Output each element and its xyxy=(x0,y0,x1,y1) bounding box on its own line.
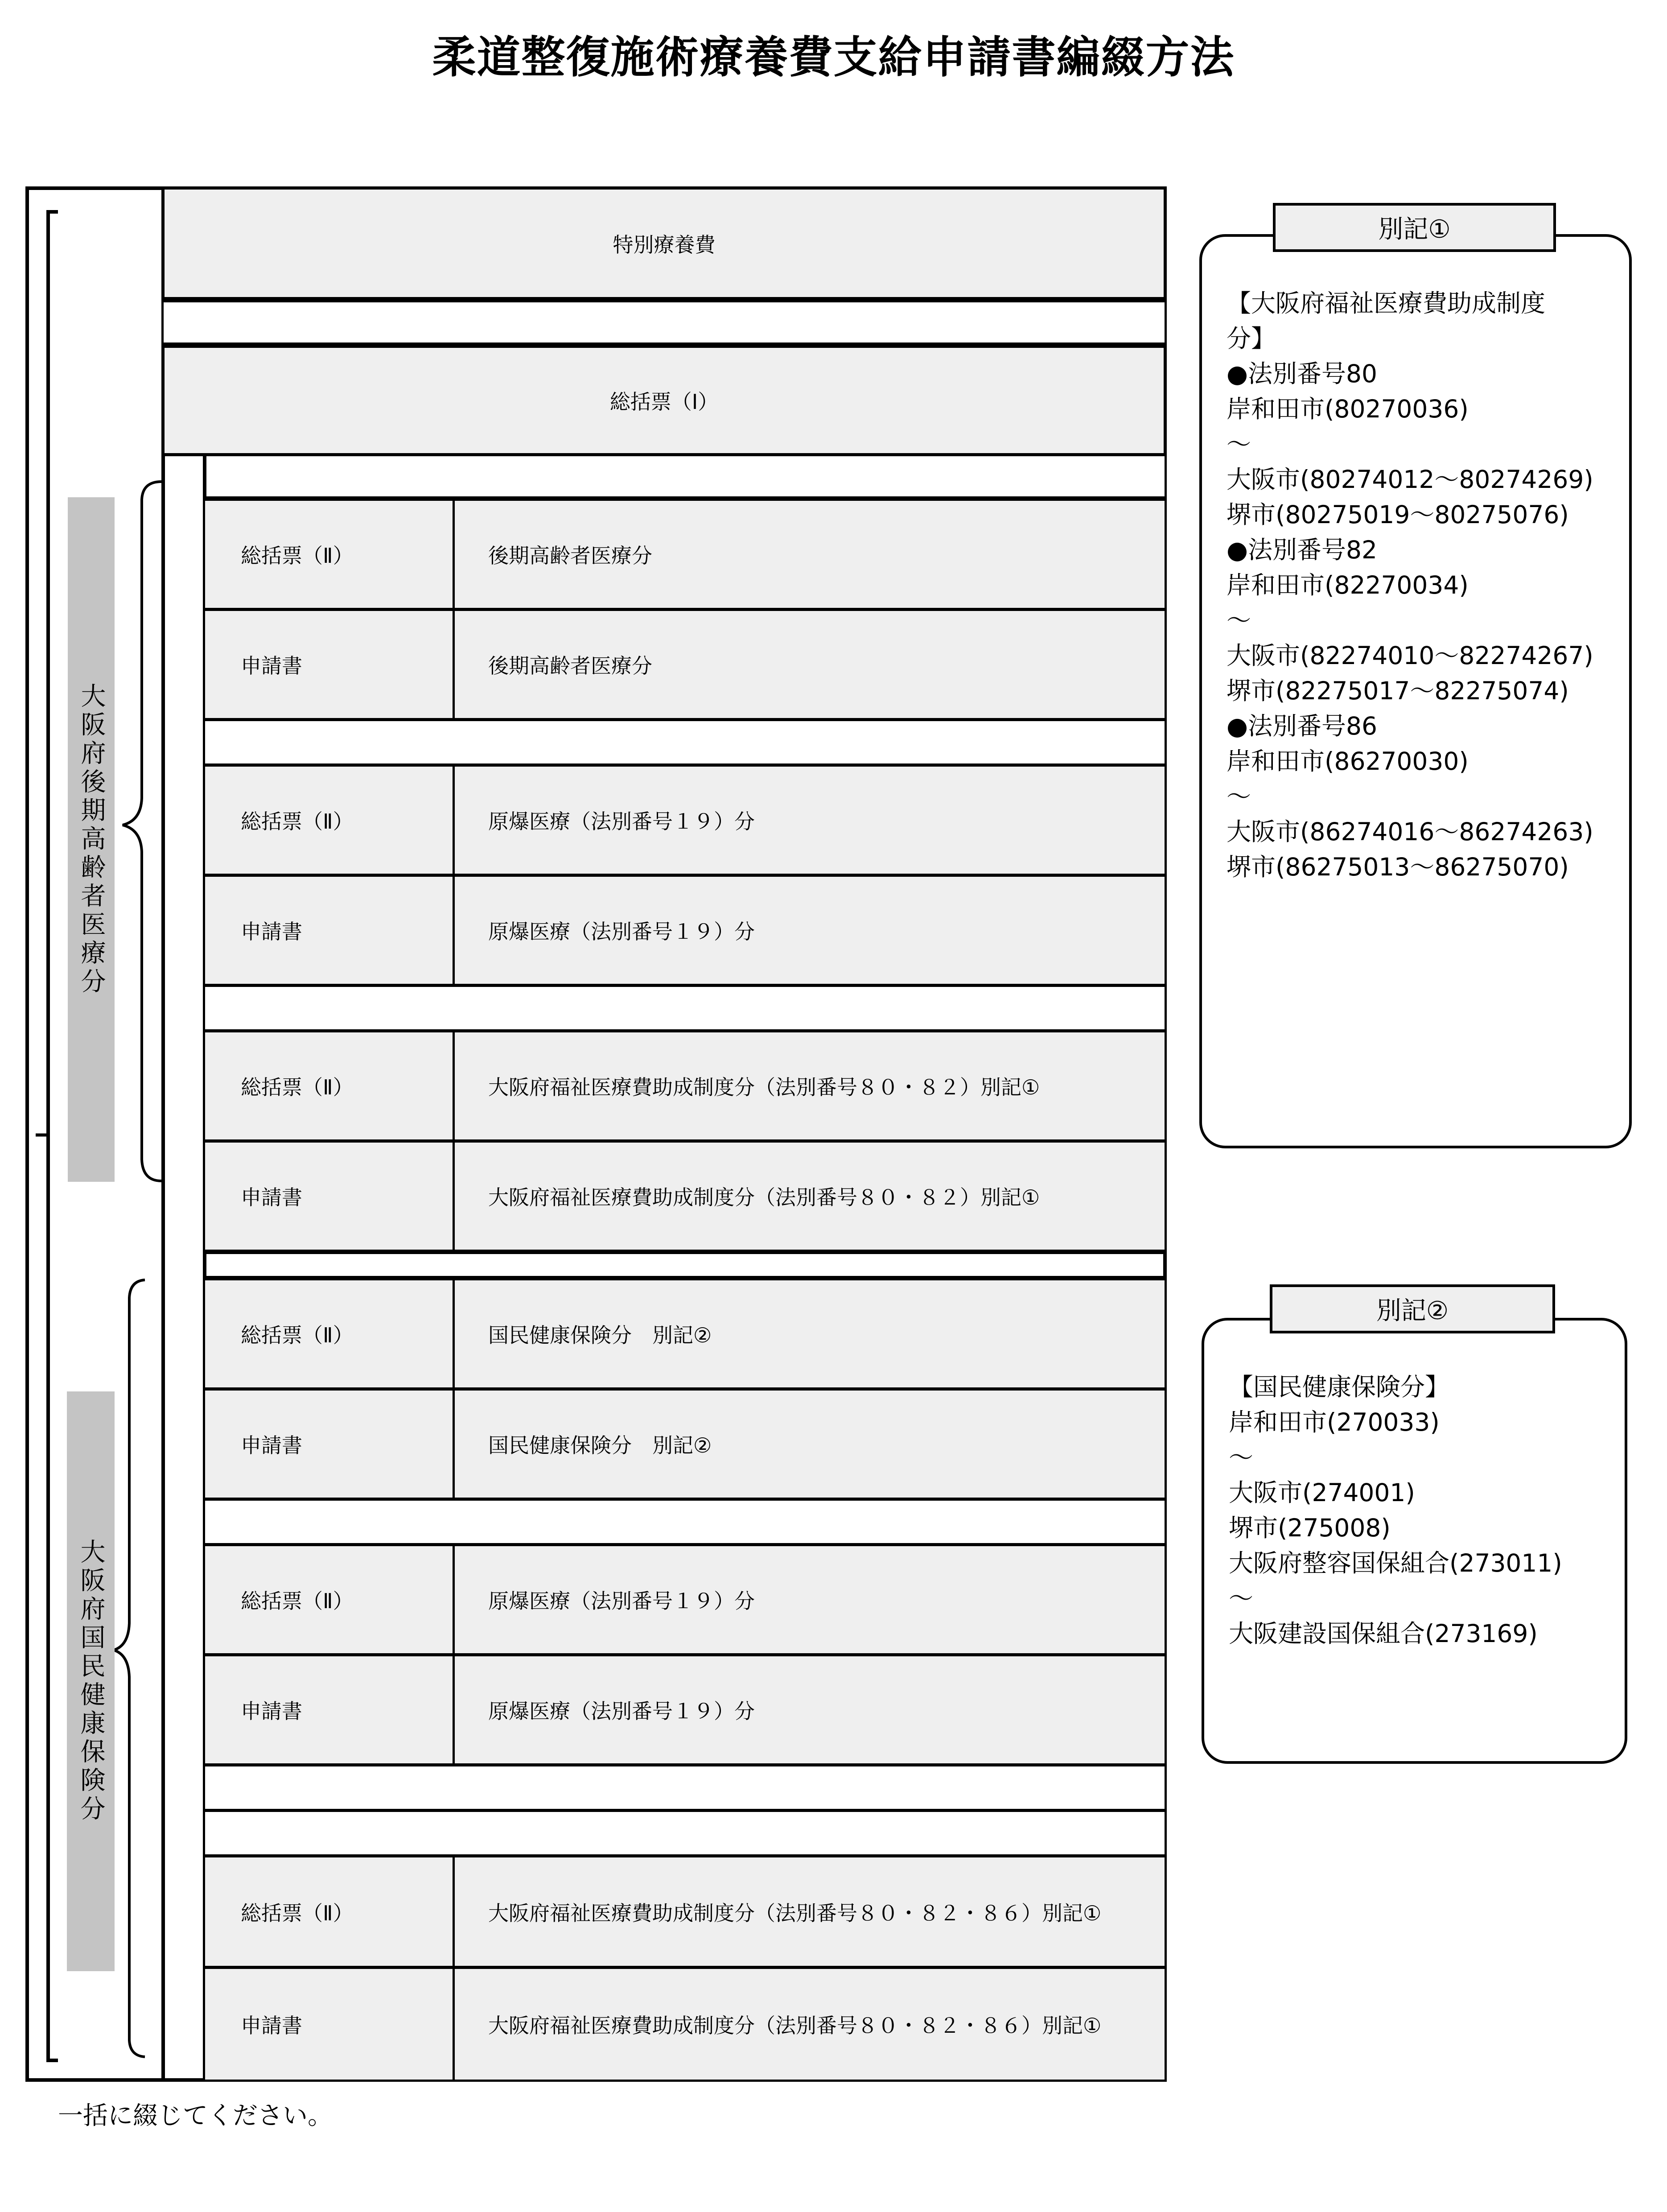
row-label: 後期高齢者医療分 xyxy=(488,544,652,568)
group-label-kokuho xyxy=(67,1391,115,1971)
note1-line: ●法別番号86 xyxy=(1227,712,1377,740)
table-row xyxy=(203,1030,1167,1142)
row-label: 大阪府福祉医療費助成制度分（法別番号８０・８２・８６）別記① xyxy=(488,1901,1102,1925)
note-box-2 xyxy=(1202,1318,1627,1764)
row-kind: 総括票（Ⅱ） xyxy=(205,1280,455,1387)
note2-line: 大阪建設国保組合(273169) xyxy=(1229,1619,1538,1648)
row-label: 原爆医療（法別番号１９）分 xyxy=(488,1699,755,1723)
row-kind: 申請書 xyxy=(205,1969,455,2080)
table-row xyxy=(203,1855,1167,1968)
cover-sheet xyxy=(161,186,1167,300)
table-row xyxy=(203,609,1167,720)
note1-line: 堺市(80275019～80275076) xyxy=(1227,500,1569,529)
row-kind: 総括票（Ⅱ） xyxy=(205,1546,455,1653)
note1-line: 堺市(86275013～86275070) xyxy=(1227,853,1569,881)
note1-tab xyxy=(1273,203,1556,252)
note1-line: ～ xyxy=(1227,782,1251,811)
table-row xyxy=(203,1654,1167,1766)
row-label: 大阪府福祉医療費助成制度分（法別番号８０・８２・８６）別記① xyxy=(488,2014,1102,2038)
note1-line: 堺市(82275017～82275074) xyxy=(1227,677,1569,705)
table-row xyxy=(203,875,1167,986)
row-label: 原爆医療（法別番号１９）分 xyxy=(488,920,755,944)
spacer xyxy=(203,719,1167,766)
row-kind: 申請書 xyxy=(205,1656,455,1763)
table-row xyxy=(203,764,1167,876)
row-label: 国民健康保険分 別記② xyxy=(488,1433,712,1457)
note2-line: ～ xyxy=(1229,1584,1254,1613)
row-label: 大阪府福祉医療費助成制度分（法別番号８０・８２）別記① xyxy=(488,1075,1040,1099)
table-row xyxy=(203,1967,1167,2082)
row-kind: 総括票（Ⅱ） xyxy=(205,1857,455,1966)
row-kind: 総括票（Ⅱ） xyxy=(205,767,455,874)
row-label: 国民健康保険分 別記② xyxy=(488,1323,712,1347)
cover-sheet-label: 特別療養費 xyxy=(613,232,716,257)
spacer xyxy=(203,1498,1167,1545)
note2-tab xyxy=(1270,1284,1555,1333)
row-label: 原爆医療（法別番号１９）分 xyxy=(488,1589,755,1613)
note1-line: ●法別番号82 xyxy=(1227,536,1377,564)
note2-line: 大阪市(274001) xyxy=(1229,1478,1415,1507)
row-kind: 申請書 xyxy=(205,1391,455,1498)
note2-tab-label: 別記② xyxy=(1376,1296,1449,1325)
note1-line: 岸和田市(80270036) xyxy=(1227,395,1469,423)
row-kind: 総括票（Ⅱ） xyxy=(205,501,455,608)
group2-brace xyxy=(114,1280,145,2057)
table-row xyxy=(203,1388,1167,1500)
footer-note: 一括に綴じてください。 xyxy=(58,2101,333,2130)
note1-line: 分】 xyxy=(1227,324,1276,353)
row-label: 大阪府福祉医療費助成制度分（法別番号８０・８２）別記① xyxy=(488,1185,1040,1209)
note2-line: 堺市(275008) xyxy=(1229,1514,1391,1542)
note1-line: ●法別番号80 xyxy=(1227,359,1377,388)
row-kind: 申請書 xyxy=(205,877,455,984)
note1-line: 大阪市(82274010～82274267) xyxy=(1227,641,1593,670)
row-label: 後期高齢者医療分 xyxy=(488,654,652,678)
note1-line: 大阪市(86274016～86274263) xyxy=(1227,817,1593,846)
note1-line: 【大阪府福祉医療費助成制度 xyxy=(1227,289,1546,318)
row-kind: 総括票（Ⅱ） xyxy=(205,1032,455,1139)
group-separator xyxy=(203,1250,1167,1279)
spacer xyxy=(203,985,1167,1032)
spacer xyxy=(203,454,1167,499)
group1-brace xyxy=(123,482,161,1181)
table-row xyxy=(203,1278,1167,1390)
note1-line: ～ xyxy=(1227,606,1251,635)
note2-line: 【国民健康保険分】 xyxy=(1229,1373,1450,1401)
page-title: 柔道整復施術療養費支給申請書編綴方法 xyxy=(432,32,1235,83)
note1-tab-label: 別記① xyxy=(1378,215,1451,244)
note1-line: 岸和田市(86270030) xyxy=(1227,747,1469,776)
table-row xyxy=(203,1140,1167,1252)
note2-line: 岸和田市(270033) xyxy=(1229,1408,1440,1436)
spacer xyxy=(161,300,1167,345)
summary-sheet-1-label: 総括票（Ⅰ） xyxy=(609,390,719,414)
spacer xyxy=(203,1810,1167,1857)
table-row xyxy=(203,499,1167,610)
table-row xyxy=(203,1544,1167,1655)
note-box-1 xyxy=(1199,234,1632,1148)
note1-line: ～ xyxy=(1227,430,1251,458)
spacer xyxy=(203,1764,1167,1811)
group-label-kouki-text: 大阪府後期高齢者医療分 xyxy=(77,682,106,997)
row-kind: 申請書 xyxy=(205,1143,455,1250)
group-label-kokuho-text: 大阪府国民健康保険分 xyxy=(76,1539,106,1824)
note2-line: ～ xyxy=(1229,1443,1254,1472)
note1-line: 岸和田市(82270034) xyxy=(1227,571,1469,599)
summary-sheet-1 xyxy=(161,345,1167,456)
group-label-kouki xyxy=(68,497,115,1182)
row-label: 原爆医療（法別番号１９）分 xyxy=(488,809,755,834)
note1-line: 大阪市(80274012～80274269) xyxy=(1227,465,1593,494)
note2-line: 大阪府整容国保組合(273011) xyxy=(1229,1549,1562,1577)
row-kind: 申請書 xyxy=(205,611,455,718)
outer-bracket xyxy=(48,212,58,2060)
